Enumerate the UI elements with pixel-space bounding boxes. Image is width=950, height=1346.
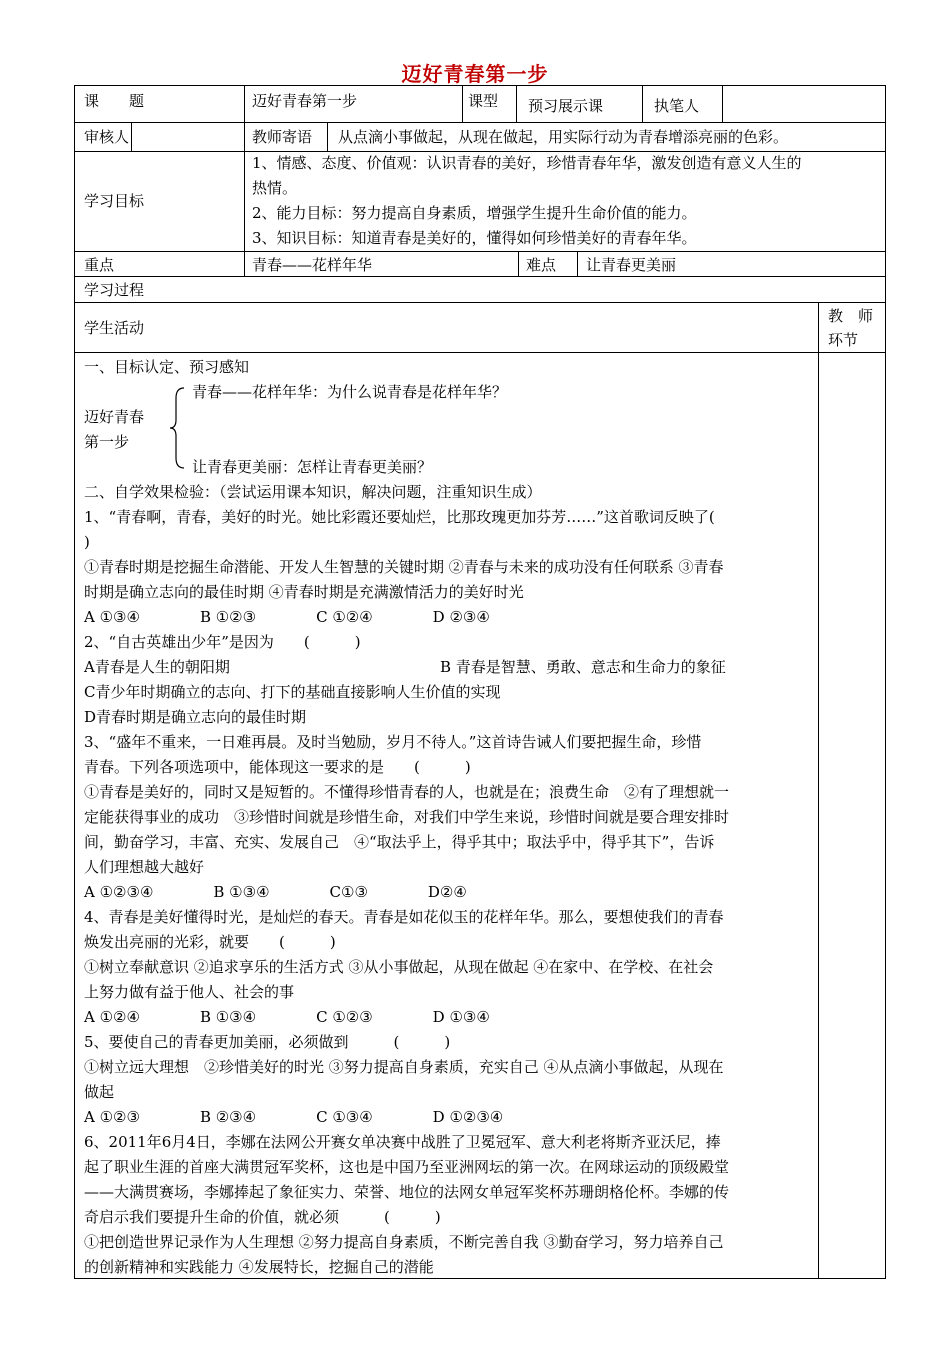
- process-label-cell: [74, 276, 886, 303]
- q5-options: A ①②③ B ②③④ C ①③④ D ①②③④: [84, 1108, 504, 1126]
- q3-line-6: 人们理想越大越好: [84, 858, 205, 876]
- q4-line-2: 焕发出亮丽的光彩，就要 ( ): [84, 933, 336, 951]
- reviewer-value-cell: [131, 122, 245, 152]
- q6-line-3: ——大满贯赛场，李娜捧起了象征实力、荣誉、地位的法网女单冠军奖杯苏珊朗格伦杯。李娜的传: [84, 1183, 730, 1201]
- tree-root-line-1: 迈好青春: [84, 408, 145, 426]
- type-value: 预习展示课: [528, 97, 604, 115]
- q4-line-4: 上努力做有益于他人、社会的事: [84, 983, 295, 1001]
- q6-line-2: 起了职业生涯的首座大满贯冠军奖杯，这也是中国乃至亚洲网坛的第一次。在网球运动的顶级殿堂: [84, 1158, 730, 1176]
- q2-option-b: B 青春是智慧、勇敢、意志和生命力的象征: [440, 658, 726, 676]
- q2-line-1: 2、“自古英雄出少年”是因为 ( ): [84, 633, 361, 651]
- goals-label: 学习目标: [84, 192, 145, 210]
- q3-line-1: 3、“盛年不重来，一日难再晨。及时当勉励，岁月不待人。”这首诗告诫人们要把握生命，珍惜: [84, 733, 702, 751]
- q1-options: A ①③④ B ①②③ C ①②④ D ②③④: [84, 608, 490, 626]
- section-2-heading: 二、自学效果检验：（尝试运用课本知识，解决问题，注重知识生成）: [84, 483, 542, 501]
- teacher-content-cell: [818, 352, 886, 1279]
- topic-value: 迈好青春第一步: [252, 92, 358, 110]
- type-label: 课型: [468, 92, 499, 110]
- reviewer-label: 审核人: [84, 128, 130, 146]
- message-label: 教师寄语: [252, 128, 313, 146]
- q2-option-a: A青春是人生的朝阳期: [84, 658, 230, 676]
- q5-line-3: 做起: [84, 1083, 115, 1101]
- goal-line-3: 2、能力目标：努力提高自身素质，增强学生提升生命价值的能力。: [252, 204, 697, 222]
- teacher-link-label-2: 环节: [828, 331, 859, 349]
- tree-branch-1: 青春——花样年华：为什么说青春是花样年华？: [192, 383, 508, 401]
- author-value-cell: [722, 85, 886, 123]
- process-label: 学习过程: [84, 281, 145, 299]
- teacher-message: 从点滴小事做起，从现在做起，用实际行动为青春增添亮丽的色彩。: [338, 128, 789, 146]
- tree-root-line-2: 第一步: [84, 433, 130, 451]
- q1-line-2: ): [84, 533, 90, 551]
- q2-option-d: D青春时期是确立志向的最佳时期: [84, 708, 307, 726]
- key-value: 青春——花样年华: [252, 256, 373, 274]
- q6-line-4: 奇启示我们要提升生命的价值，就必须 ( ): [84, 1208, 441, 1226]
- key-label: 重点: [84, 256, 115, 274]
- q6-line-6: 的创新精神和实践能力 ④发展特长，挖掘自己的潜能: [84, 1258, 434, 1276]
- student-label-cell: [74, 302, 819, 353]
- teacher-link-label-1: 教 师: [828, 307, 874, 325]
- q2-option-c: C青少年时期确立的志向、打下的基础直接影响人生价值的实现: [84, 683, 501, 701]
- q5-line-2: ①树立远大理想 ②珍惜美好的时光 ③努力提高自身素质，充实自己 ④从点滴小事做起，从现在: [84, 1058, 724, 1076]
- topic-label: 课 题: [84, 92, 145, 110]
- difficulty-label: 难点: [526, 256, 557, 274]
- student-activity-label: 学生活动: [84, 319, 145, 337]
- author-label: 执笔人: [654, 97, 700, 115]
- tree-branch-2: 让青春更美丽：怎样让青春更美丽？: [192, 458, 433, 476]
- q1-line-1: 1、“青春啊，青春，美好的时光。她比彩霞还要灿烂，比那玫瑰更加芬芳……”这首歌词反映了(: [84, 508, 715, 526]
- q1-line-4: 时期是确立志向的最佳时期 ④青春时期是充满激情活力的美好时光: [84, 583, 524, 601]
- q1-line-3: ①青春时期是挖掘生命潜能、开发人生智慧的关键时期 ②青春与未来的成功没有任何联系 ③青春: [84, 558, 724, 576]
- q4-line-3: ①树立奉献意识 ②追求享乐的生活方式 ③从小事做起，从现在做起 ④在家中、在学校、在社会: [84, 958, 714, 976]
- section-1-heading: 一、目标认定、预习感知: [84, 358, 250, 376]
- page-title: 迈好青春第一步: [401, 62, 549, 86]
- goal-line-1: 1、情感、态度、价值观：认识青春的美好，珍惜青春年华，激发创造有意义人生的: [252, 154, 802, 172]
- q5-line-1: 5、要使自己的青春更加美丽，必须做到 ( ): [84, 1033, 451, 1051]
- q3-line-5: 间，勤奋学习，丰富、充实、发展自己 ④“取法乎上，得乎其中；取法乎中，得乎其下”，告诉: [84, 833, 715, 851]
- q4-options: A ①②④ B ①③④ C ①②③ D ①③④: [84, 1008, 490, 1026]
- q6-line-5: ①把创造世界记录作为人生理想 ②努力提高自身素质，不断完善自我 ③勤奋学习，努力培养自己: [84, 1233, 724, 1251]
- q6-line-1: 6、2011年6月4日，李娜在法网公开赛女单决赛中战胜了卫冕冠军、意大利老将斯齐亚沃尼，捧: [84, 1133, 721, 1151]
- q3-line-3: ①青春是美好的，同时又是短暂的。不懂得珍惜青春的人，也就是在；浪费生命 ②有了理想就一: [84, 783, 730, 801]
- goal-line-4: 3、知识目标：知道青春是美好的，懂得如何珍惜美好的青春年华。: [252, 229, 697, 247]
- goal-line-2: 热情。: [252, 179, 298, 197]
- q3-options: A ①②③④ B ①③④ C①③ D②④: [84, 883, 467, 901]
- q4-line-1: 4、青春是美好懂得时光，是灿烂的春天。青春是如花似玉的花样年华。那么，要想使我们的青春: [84, 908, 724, 926]
- q3-line-2: 青春。下列各项选项中，能体现这一要求的是 ( ): [84, 758, 471, 776]
- difficulty-value: 让青春更美丽: [586, 256, 677, 274]
- q3-line-4: 定能获得事业的成功 ③珍惜时间就是珍惜生命，对我们中学生来说，珍惜时间就是要合理安排时: [84, 808, 730, 826]
- curly-brace-icon: [168, 386, 186, 470]
